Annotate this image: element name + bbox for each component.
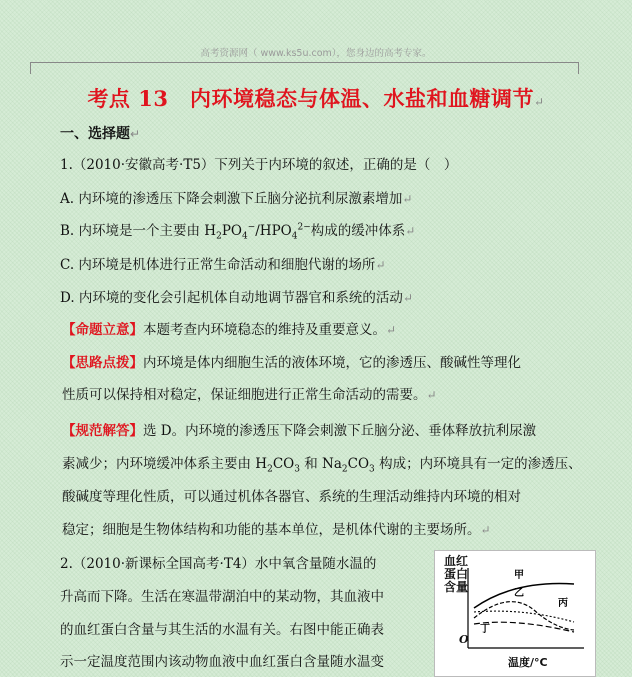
q1-answer-line-4: 稳定；细胞是生物体结构和功能的基本单位，是机体代谢的主要场所。↵ [62,522,491,538]
header-watermark: 高考资源网（ www.ks5u.com），您身边的高考专家。 [200,48,432,59]
paragraph-mark: ↵ [130,127,141,141]
q2-line-4: 示一定温度范围内该动物血液中血红蛋白含量随水温变 [60,654,384,670]
section-heading: 一、选择题↵ [60,126,141,142]
q2-line-2: 升高而下降。生活在寒温带湖泊中的某动物，其血液中 [60,589,384,605]
header-rule [30,62,578,63]
q1-idea-line-1: 【思路点拨】内环境是体内细胞生活的液体环境，它的渗透压、酸碱性等理化 [62,355,521,371]
q1-option-b: B. 内环境是一个主要由 $H_2PO_4^-/HPO_4^{2-}$构成的缓冲体系↵ [60,222,416,242]
figure-y-label: 血红蛋白含量 [444,554,469,594]
q1-answer-line-2: 素减少；内环境缓冲体系主要由 $H_2CO_3$ 和 $Na_2CO_3$ 构成；内环境具有一定的渗透压、 [62,456,582,475]
q1-option-d: D. 内环境的变化会引起机体自动地调节器官和系统的活动↵ [60,290,413,306]
q1-option-a: A. 内环境的渗透压下降会刺激下丘脑分泌抗利尿激素增加↵ [60,191,413,207]
q1-idea-line-2: 性质可以保持相对稳定，保证细胞进行正常生命活动的需要。↵ [62,387,437,403]
idea-tag: 【思路点拨】 [62,355,143,371]
paragraph-mark: ↵ [533,95,545,109]
figure-origin: O [459,633,469,646]
curve-label-jia: 甲 [514,570,524,581]
q2-line-3: 的血红蛋白含量与其生活的水温有关。右图中能正确表 [60,622,384,638]
q1-stem: 1.（2010·安徽高考·T5）下列关于内环境的叙述，正确的是（ ） [60,157,458,173]
q2-line-1: 2.（2010·新课标全国高考·T4）水中氧含量随水温的 [60,556,377,572]
page-title: 考点 13 内环境稳态与体温、水盐和血糖调节↵ [87,86,545,111]
curve-bing [474,611,574,622]
figure-x-label: 温度/°C [508,656,548,669]
answer-tag: 【规范解答】 [62,423,143,439]
q1-answer-line-1: 【规范解答】选 D。内环境的渗透压下降会刺激下丘脑分泌、垂体释放抗利尿激 [62,423,537,439]
curve-label-bing: 丙 [558,598,568,609]
q1-intent: 【命题立意】本题考查内环境稳态的维持及重要意义。↵ [62,322,397,338]
curve-label-ding: 丁 [480,624,490,635]
header-rule-right-tick [578,62,579,74]
curve-label-yi: 乙 [514,588,524,599]
header-rule-left-tick [30,62,31,74]
q1-answer-line-3: 酸碱度等理化性质，可以通过机体各器官、系统的生理活动维持内环境的相对 [62,489,521,505]
q1-option-c: C. 内环境是机体进行正常生命活动和细胞代谢的场所↵ [60,257,386,273]
intent-tag: 【命题立意】 [62,322,143,338]
